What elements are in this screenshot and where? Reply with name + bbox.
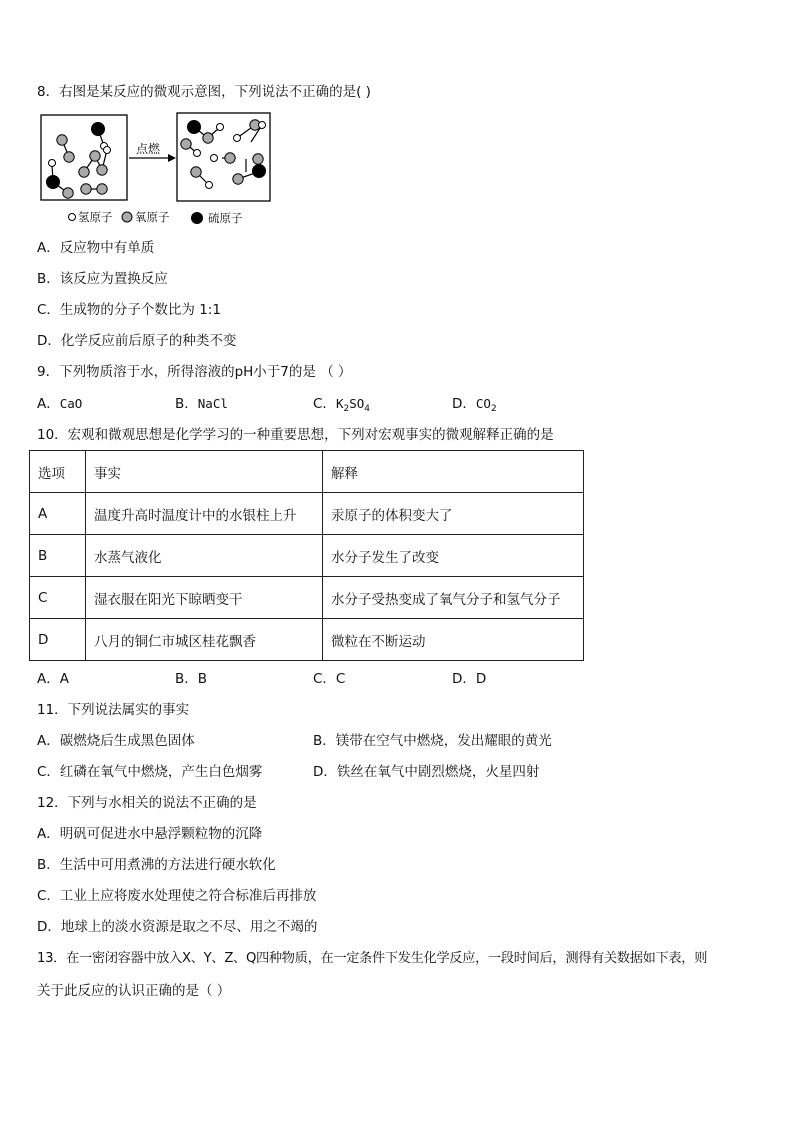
hydrogen-atom [194,150,201,157]
q8-option-c: C．生成物的分子个数比为 1:1 [37,302,221,318]
row-fact: 八月的铜仁市城区桂花飘香 [86,619,323,661]
oxygen-atom [79,167,89,177]
table-row [30,535,584,577]
q8-option-a: A．反应物中有单质 [37,240,155,256]
q8-stem: 8．右图是某反应的微观示意图，下列说法不正确的是( ) [37,84,371,100]
oxygen-atom [225,153,235,163]
row-fact: 水蒸气液化 [86,535,323,577]
hydrogen-atom [211,155,218,162]
table-row [30,619,584,661]
reaction-diagram [37,110,297,232]
oxygen-legend-label: 氧原子 [135,210,170,224]
q10-option-b: B．B [175,671,208,687]
q8-option-b: B．该反应为置换反应 [37,271,168,287]
sulfur-atom [188,121,201,134]
sulfur-legend-icon [191,212,203,224]
q9-option-a: A．CaO [37,396,83,412]
header-option: 选项 [30,451,86,493]
hydrogen-atom [206,182,213,189]
sulfur-atom [92,123,105,136]
row-option: D [30,619,86,661]
sulfur-atom [47,176,60,189]
oxygen-atom [90,151,100,161]
q13-stem-line2: 关于此反应的认识正确的是（ ） [37,983,231,999]
q12-option-b: B．生活中可用煮沸的方法进行硬水软化 [37,857,276,873]
hydrogen-atom [259,122,266,129]
oxygen-atom [253,154,263,164]
table-row [30,493,584,535]
row-explanation: 微粒在不断运动 [323,619,584,661]
hydrogen-atom [234,135,241,142]
oxygen-atom [233,174,243,184]
header-fact: 事实 [86,451,323,493]
sulfur-atom [253,165,266,178]
oxygen-atom [81,184,91,194]
oxygen-atom [64,152,74,162]
oxygen-atom [57,135,67,145]
hydrogen-legend-icon [69,214,76,221]
oxygen-atom [63,188,73,198]
row-fact: 温度升高时温度计中的水银柱上升 [86,493,323,535]
row-option: C [30,577,86,619]
q11-stem: 11．下列说法属实的事实 [37,702,190,718]
oxygen-atom [203,133,213,143]
q11-option-a: A．碳燃烧后生成黑色固体 [37,733,195,749]
arrowhead [168,154,176,162]
q11-option-b: B．镁带在空气中燃烧，发出耀眼的黄光 [313,733,552,749]
header-explanation: 解释 [323,451,584,493]
table-header-row [30,451,584,493]
q9-stem: 9．下列物质溶于水，所得溶液的pH小于7的是 （ ） [37,364,352,380]
q12-option-d: D．地球上的淡水资源是取之不尽、用之不竭的 [37,919,318,935]
hydrogen-atom [217,124,224,131]
arrow-label: 点燃 [136,142,161,156]
oxygen-atom [191,167,201,177]
row-fact: 湿衣服在阳光下晾晒变干 [86,577,323,619]
hydrogen-atom [49,160,56,167]
oxygen-legend-icon [122,212,132,222]
row-option: B [30,535,86,577]
row-explanation: 水分子发生了改变 [323,535,584,577]
q10-table [29,450,584,661]
oxygen-atom [97,165,107,175]
q10-stem: 10．宏观和微观思想是化学学习的一种重要思想，下列对宏观事实的微观解释正确的是 [37,427,554,443]
q10-option-c: C．C [313,671,346,687]
row-option: A [30,493,86,535]
hydrogen-legend-label: 氢原子 [78,210,113,224]
q12-option-c: C．工业上应将废水处理使之符合标准后再排放 [37,888,317,904]
q9-option-b: B．NaCl [175,396,228,412]
oxygen-atom [97,184,107,194]
row-explanation: 水分子受热变成了氧气分子和氢气分子 [323,577,584,619]
q9-option-d: D．$CO_2$ [452,396,497,414]
table-row [30,577,584,619]
q11-option-d: D．铁丝在氧气中剧烈燃烧，火星四射 [313,764,540,780]
q8-option-d: D．化学反应前后原子的种类不变 [37,333,237,349]
q9-option-c: C．$K_2SO_4$ [313,396,370,414]
row-explanation: 汞原子的体积变大了 [323,493,584,535]
q10-option-d: D．D [452,671,487,687]
sulfur-legend-label: 硫原子 [208,211,243,225]
hydrogen-atom [104,147,111,154]
q11-option-c: C．红磷在氧气中燃烧，产生白色烟雾 [37,764,263,780]
q12-stem: 12．下列与水相关的说法不正确的是 [37,795,257,811]
q13-stem-line1: 13．在一密闭容器中放入X、Y、Z、Q四种物质，在一定条件下发生化学反应，一段时间后，测得有关数据如下表，则 [37,951,708,966]
q10-option-a: A．A [37,671,69,687]
oxygen-atom [181,139,191,149]
diagram-legend [69,210,243,225]
q12-option-a: A．明矾可促进水中悬浮颗粒物的沉降 [37,826,263,842]
